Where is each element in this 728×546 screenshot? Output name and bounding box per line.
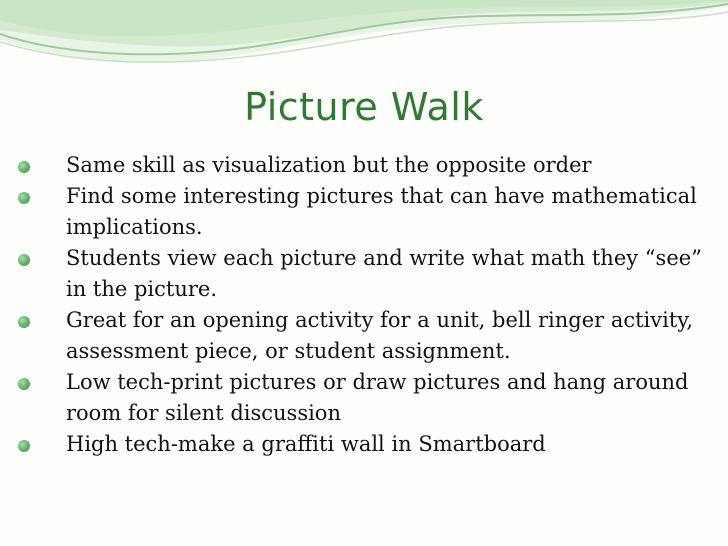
bullet-text: Same skill as visualization but the opposite order [66, 153, 592, 177]
list-item [18, 305, 718, 367]
bullet-text: Find some interesting pictures that can have mathematical implications. [66, 184, 697, 239]
list-item [18, 429, 718, 460]
bullet-dot-icon [18, 192, 30, 204]
bullet-dot-icon [18, 254, 30, 266]
slide-title: Picture Walk [244, 85, 484, 129]
bullet-dot-icon [18, 378, 30, 390]
bullet-text: Low tech-print pictures or draw pictures and hang around room for silent discussion [66, 370, 689, 425]
bullet-text: High tech-make a graffiti wall in Smartboard [66, 432, 546, 456]
bullet-text: Great for an opening activity for a unit, bell ringer activity, assessment piece, or student assignment. [66, 308, 694, 363]
list-item [18, 181, 718, 243]
list-item [18, 367, 718, 429]
bullet-text: Students view each picture and write what math they “see” in the picture. [66, 246, 702, 301]
bullet-dot-icon [18, 440, 30, 452]
bullet-list [18, 150, 718, 460]
bullet-dot-icon [18, 161, 30, 173]
bullet-dot-icon [18, 316, 30, 328]
list-item [18, 243, 718, 305]
list-item [18, 150, 718, 181]
